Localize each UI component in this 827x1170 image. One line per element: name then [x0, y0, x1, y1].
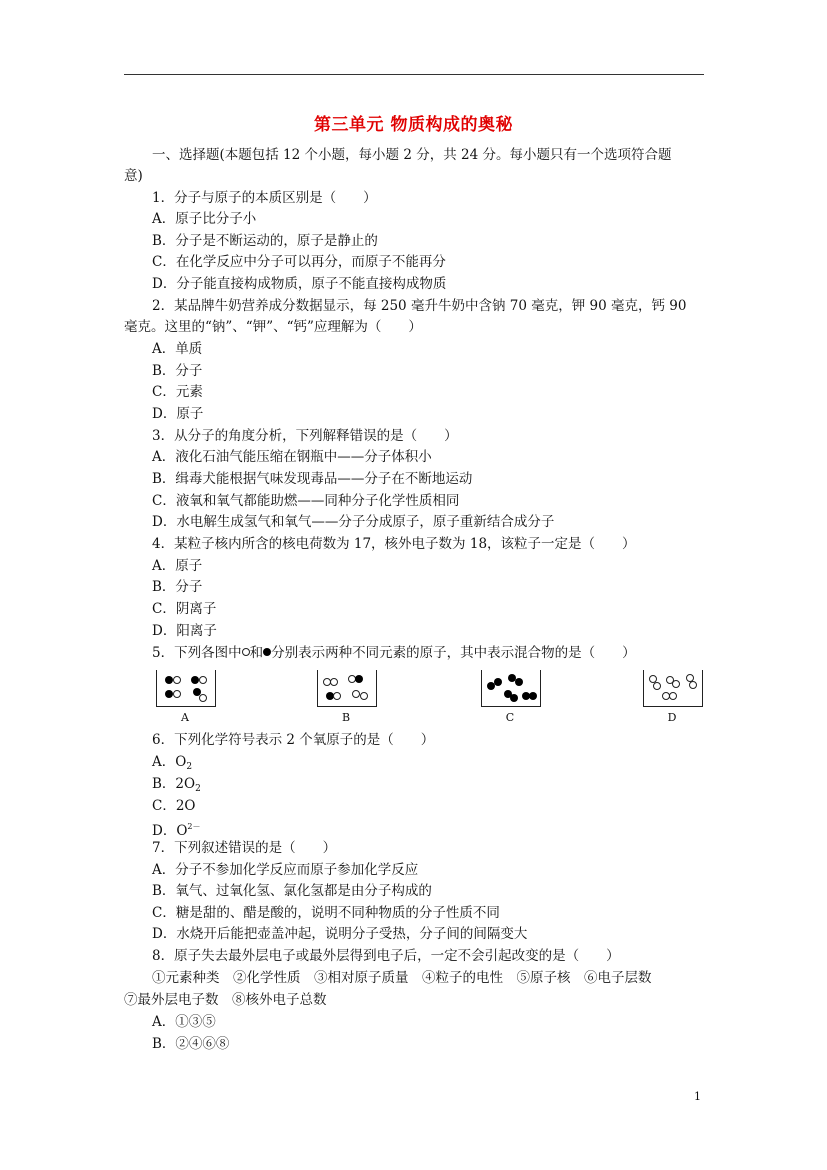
- white-atom: [330, 678, 338, 686]
- black-atom: [529, 692, 537, 700]
- black-atom: [510, 694, 518, 702]
- option-text: D．O: [152, 823, 188, 839]
- figure-b-label: B: [341, 711, 351, 724]
- question-4-option-d: D．阳离子: [152, 623, 217, 639]
- black-atom: [191, 676, 199, 684]
- question-1-option-d: D．分子能直接构成物质，原子不能直接构成物质: [152, 276, 447, 292]
- black-atom: [494, 678, 502, 686]
- section-heading-cont: 意): [124, 168, 143, 184]
- question-5-stem-part1: 5．下列各图中: [152, 645, 242, 661]
- white-atom: [333, 692, 341, 700]
- black-atom: [165, 676, 173, 684]
- question-5-stem: [152, 644, 636, 662]
- question-1-option-c: C．在化学反应中分子可以再分，而原子不能再分: [152, 254, 446, 270]
- white-atom: [689, 681, 697, 689]
- question-2-stem-cont: 毫克。这里的“钠”、“钾”、“钙”应理解为（ ）: [124, 319, 422, 335]
- question-7-stem: 7．下列叙述错误的是（ ）: [152, 840, 337, 856]
- question-5-stem-part3: 分别表示两种不同元素的原子，其中表示混合物的是（ ）: [271, 645, 636, 661]
- option-text: B．2O: [152, 776, 196, 792]
- question-1-option-b: B．分子是不断运动的，原子是静止的: [152, 233, 378, 249]
- question-2-option-c: C．元素: [152, 384, 203, 400]
- section-heading: 一、选择题(本题包括 12 个小题，每小题 2 分，共 24 分。每小题只有一个选项符合题: [152, 147, 672, 163]
- question-7-option-d: D．水烧开后能把壶盖冲起，说明分子受热，分子间的间隔变大: [152, 926, 528, 942]
- question-8-items: ①元素种类 ②化学性质 ③相对原子质量 ④粒子的电性 ⑤原子核 ⑥电子层数: [152, 970, 652, 986]
- question-5-stem-part2: 和: [249, 645, 264, 661]
- question-6-option-c: C．2O: [152, 798, 196, 814]
- option-text: A．O: [152, 754, 187, 770]
- white-atom: [669, 692, 677, 700]
- page-number: 1: [694, 1090, 701, 1103]
- white-atom: [653, 682, 661, 690]
- question-2-option-d: D．原子: [152, 406, 204, 422]
- white-atom: [352, 690, 360, 698]
- question-7-option-c: C．糖是甜的、醋是酸的，说明不同种物质的分子性质不同: [152, 905, 500, 921]
- question-7-option-a: A．分子不参加化学反应而原子参加化学反应: [152, 862, 419, 878]
- superscript: 2－: [187, 822, 201, 831]
- figure-a-label: A: [181, 711, 189, 724]
- question-2-option-b: B．分子: [152, 363, 203, 379]
- figure-d: [643, 670, 703, 707]
- question-3-option-d: D．水电解生成氢气和氧气——分子分成原子，原子重新结合成分子: [152, 514, 555, 530]
- question-1-option-a: A．原子比分子小: [152, 211, 257, 227]
- white-atom: [360, 692, 368, 700]
- question-8-option-a: A．①③⑤: [152, 1014, 216, 1030]
- question-3-option-b: B．缉毒犬能根据气味发现毒品——分子在不断地运动: [152, 471, 473, 487]
- question-2-option-a: A．单质: [152, 341, 203, 357]
- page-title: 第三单元 物质构成的奥秘: [314, 115, 513, 135]
- white-atom: [173, 676, 181, 684]
- question-4-option-b: B．分子: [152, 579, 203, 595]
- question-3-option-c: C．液氧和氧气都能助燃——同种分子化学性质相同: [152, 493, 460, 509]
- question-8-items-cont: ⑦最外层电子数 ⑧核外电子总数: [124, 992, 327, 1008]
- question-3-stem: 3．从分子的角度分析，下列解释错误的是（ ）: [152, 428, 458, 444]
- question-3-option-a: A．液化石油气能压缩在钢瓶中——分子体积小: [152, 449, 432, 465]
- black-atom: [355, 675, 363, 683]
- figure-d-label: D: [667, 711, 677, 724]
- white-atom: [672, 680, 680, 688]
- question-2-stem: 2．某品牌牛奶营养成分数据显示，每 250 毫升牛奶中含钠 70 毫克，钾 90 毫克，钙 90: [152, 298, 687, 314]
- question-8-stem: 8．原子失去最外层电子或最外层得到电子后，一定不会引起改变的是（ ）: [152, 948, 620, 964]
- white-atom: [199, 676, 207, 684]
- figure-c-label: C: [505, 711, 515, 724]
- question-7-option-b: B．氧气、过氧化氢、氯化氢都是由分子构成的: [152, 883, 432, 899]
- figure-a: [156, 670, 216, 707]
- question-4-option-a: A．原子: [152, 558, 203, 574]
- subscript: 2: [186, 762, 193, 772]
- question-6-option-a: [152, 753, 192, 776]
- header-rule: [124, 74, 704, 75]
- white-atom-icon: [242, 648, 250, 656]
- question-6-option-b: [152, 775, 201, 798]
- figure-c: [481, 670, 541, 707]
- subscript: 2: [195, 784, 201, 794]
- question-1-stem: 1．分子与原子的本质区别是（ ）: [152, 190, 377, 206]
- question-8-option-b: B．②④⑥⑧: [152, 1036, 230, 1052]
- black-atom: [515, 678, 523, 686]
- white-atom: [173, 690, 181, 698]
- black-atom: [165, 690, 173, 698]
- question-4-option-c: C．阴离子: [152, 601, 217, 617]
- question-6-stem: 6．下列化学符号表示 2 个氧原子的是（ ）: [152, 732, 435, 748]
- white-atom: [199, 694, 207, 702]
- figure-b: [317, 670, 377, 707]
- question-6-option-d: [152, 818, 201, 840]
- question-4-stem: 4．某粒子核内所含的核电荷数为 17，核外电子数为 18，该粒子一定是（ ）: [152, 536, 636, 552]
- black-atom-icon: [263, 648, 271, 656]
